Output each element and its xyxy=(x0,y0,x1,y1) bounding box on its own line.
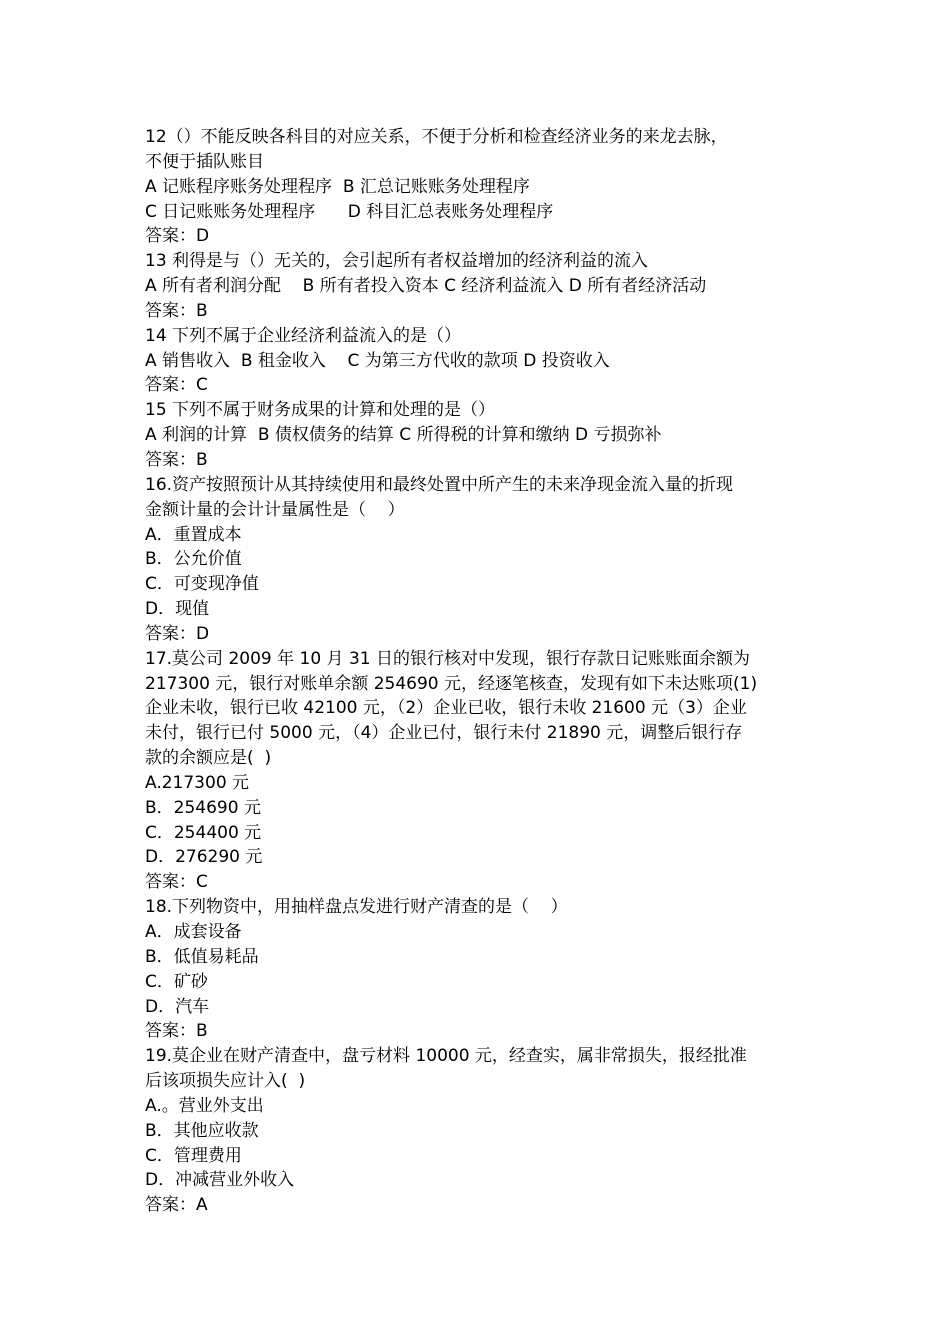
question-17-option-c: C．254400 元 xyxy=(145,822,262,843)
question-19-answer: 答案：A xyxy=(145,1195,208,1216)
question-12-options-ab: A 记账程序账务处理程序 B 汇总记账账务处理程序 xyxy=(145,176,530,197)
question-13-text: 13 利得是与（）无关的，会引起所有者权益增加的经济利益的流入 xyxy=(145,251,649,272)
question-17-line-4: 未付，银行已付 5000 元，（4）企业已付，银行未付 21890 元，调整后银行存 xyxy=(145,723,743,744)
question-16-answer: 答案：D xyxy=(145,623,210,644)
question-14-answer: 答案：C xyxy=(145,375,208,396)
question-12-options-cd: C 日记账账务处理程序 D 科目汇总表账务处理程序 xyxy=(145,201,554,222)
question-14-options: A 销售收入 B 租金收入 C 为第三方代收的款项 D 投资收入 xyxy=(145,350,610,371)
question-17-line-2: 217300 元，银行对账单余额 254690 元，经逐笔核查，发现有如下未达账项(1) xyxy=(145,673,758,694)
question-17-option-d: D．276290 元 xyxy=(145,847,263,868)
question-18-option-c: C．矿砂 xyxy=(145,971,208,992)
question-16-option-d: D．现值 xyxy=(145,599,210,620)
question-13-options: A 所有者利润分配 B 所有者投入资本 C 经济利益流入 D 所有者经济活动 xyxy=(145,276,707,297)
question-17-option-b: B．254690 元 xyxy=(145,797,261,818)
question-19-option-d: D．冲减营业外收入 xyxy=(145,1170,295,1191)
question-19-option-b: B．其他应收款 xyxy=(145,1120,259,1141)
question-17-line-5: 款的余额应是( ) xyxy=(145,748,272,769)
question-19-line-2: 后该项损失应计入( ) xyxy=(145,1071,306,1092)
question-16-option-b: B．公允价值 xyxy=(145,549,242,570)
question-16-line-1: 16.资产按照预计从其持续使用和最终处置中所产生的未来净现金流入量的折现 xyxy=(145,474,734,495)
question-18-option-b: B．低值易耗品 xyxy=(145,946,259,967)
question-13-answer: 答案：B xyxy=(145,300,208,321)
question-15-text: 15 下列不属于财务成果的计算和处理的是（） xyxy=(145,400,496,421)
question-17-option-a: A.217300 元 xyxy=(145,772,250,793)
question-17-line-1: 17.莫公司 2009 年 10 月 31 日的银行核对中发现，银行存款日记账账面余额为 xyxy=(145,648,750,669)
question-14-text: 14 下列不属于企业经济利益流入的是（） xyxy=(145,325,462,346)
question-17-line-3: 企业未收，银行已收 42100 元，（2）企业已收，银行未收 21600 元（3）企业 xyxy=(145,698,747,719)
question-16-option-c: C．可变现净值 xyxy=(145,574,259,595)
question-19-option-c: C．管理费用 xyxy=(145,1145,242,1166)
question-17-answer: 答案：C xyxy=(145,872,208,893)
question-16-option-a: A．重置成本 xyxy=(145,524,242,545)
question-15-answer: 答案：B xyxy=(145,449,208,470)
question-18-text: 18.下列物资中，用抽样盘点发进行财产清查的是（ ） xyxy=(145,897,568,918)
question-19-option-a: A.。营业外支出 xyxy=(145,1095,264,1116)
question-18-option-d: D．汽车 xyxy=(145,996,210,1017)
question-12-line-2: 不便于插队账目 xyxy=(145,151,264,172)
question-12-line-1: 12（）不能反映各科目的对应关系，不便于分析和检查经济业务的来龙去脉， xyxy=(145,127,728,147)
question-18-option-a: A．成套设备 xyxy=(145,922,242,942)
document-body xyxy=(145,125,815,1218)
question-18-answer: 答案：B xyxy=(145,1021,208,1042)
question-19-line-1: 19.莫企业在财产清查中，盘亏材料 10000 元，经查实，属非常损失，报经批准 xyxy=(145,1046,747,1067)
question-15-options: A 利润的计算 B 债权债务的结算 C 所得税的计算和缴纳 D 亏损弥补 xyxy=(145,425,662,446)
question-12-answer: 答案：D xyxy=(145,226,210,247)
question-16-line-2: 金额计量的会计计量属性是（ ） xyxy=(145,499,405,520)
